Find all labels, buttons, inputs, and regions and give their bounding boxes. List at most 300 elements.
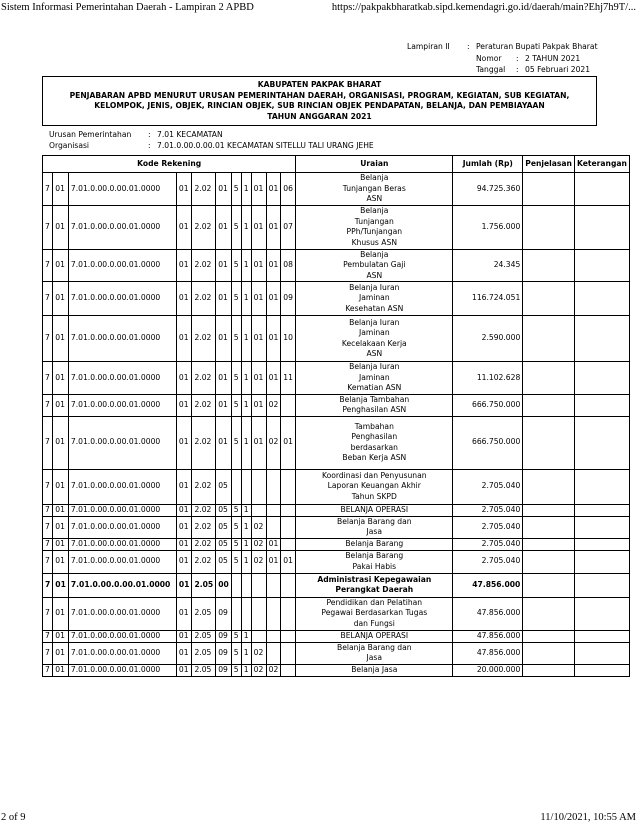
document-title-box bbox=[42, 76, 597, 126]
kode-segment-cell: 7.01.0.00.0.00.01.0000 bbox=[68, 205, 176, 249]
kode-segment-cell bbox=[241, 573, 251, 597]
kode-segment-cell: 7.01.0.00.0.00.01.0000 bbox=[68, 504, 176, 516]
keterangan-cell bbox=[574, 642, 629, 664]
table-row bbox=[43, 642, 630, 664]
kode-segment-cell bbox=[266, 597, 281, 630]
keterangan-cell bbox=[574, 538, 629, 550]
title-line-2: PENJABARAN APBD MENURUT URUSAN PEMERINTAHAN DAERAH, ORGANISASI, PROGRAM, KEGIATAN, SUB KEGIATAN, bbox=[69, 90, 570, 100]
kode-segment-cell: 7 bbox=[43, 504, 53, 516]
header-jumlah: Jumlah (Rp) bbox=[453, 156, 523, 173]
kode-segment-cell: 09 bbox=[216, 664, 232, 676]
header-penjelasan: Penjelasan bbox=[523, 156, 575, 173]
kode-segment-cell: 2.02 bbox=[192, 538, 216, 550]
kode-segment-cell: 5 bbox=[231, 205, 241, 249]
kode-segment-cell: 2.02 bbox=[192, 362, 216, 395]
kode-segment-cell: 01 bbox=[176, 504, 192, 516]
jumlah-cell: 20.000.000 bbox=[453, 664, 523, 676]
kode-segment-cell: 09 bbox=[216, 642, 232, 664]
tanggal-value: 05 Februari 2021 bbox=[525, 65, 591, 74]
kode-segment-cell: 7.01.0.00.0.00.01.0000 bbox=[68, 282, 176, 316]
kode-segment-cell: 7 bbox=[43, 550, 53, 573]
kode-segment-cell: 01 bbox=[53, 416, 69, 469]
kode-segment-cell: 7 bbox=[43, 538, 53, 550]
kode-segment-cell: 00 bbox=[216, 573, 232, 597]
penjelasan-cell bbox=[523, 642, 575, 664]
lampiran-label: Lampiran II bbox=[407, 42, 450, 51]
kode-segment-cell: 1 bbox=[241, 416, 251, 469]
print-page-url[interactable]: https://pakpakbharatkab.sipd.kemendagri.go.id/daerah/main?Ehj7h9T/... bbox=[331, 2, 636, 13]
penjelasan-cell bbox=[523, 316, 575, 362]
kode-segment-cell: 02 bbox=[266, 416, 281, 469]
kode-segment-cell: 1 bbox=[241, 642, 251, 664]
jumlah-cell: 666.750.000 bbox=[453, 416, 523, 469]
kode-segment-cell: 01 bbox=[176, 249, 192, 282]
kode-segment-cell: 05 bbox=[216, 538, 232, 550]
kode-segment-cell: 02 bbox=[251, 642, 266, 664]
kode-segment-cell: 1 bbox=[241, 664, 251, 676]
kode-segment-cell: 7.01.0.00.0.00.01.0000 bbox=[68, 316, 176, 362]
keterangan-cell bbox=[574, 573, 629, 597]
kode-segment-cell: 1 bbox=[241, 316, 251, 362]
kode-segment-cell: 01 bbox=[53, 362, 69, 395]
separator: : bbox=[516, 65, 519, 74]
peraturan-text: Peraturan Bupati Pakpak Bharat bbox=[476, 42, 598, 51]
kode-segment-cell bbox=[231, 597, 241, 630]
table-row bbox=[43, 205, 630, 249]
kode-segment-cell: 01 bbox=[53, 316, 69, 362]
jumlah-cell: 47.856.000 bbox=[453, 597, 523, 630]
kode-segment-cell: 7.01.0.00.0.00.01.0000 bbox=[68, 249, 176, 282]
kode-segment-cell: 1 bbox=[241, 630, 251, 642]
penjelasan-cell bbox=[523, 249, 575, 282]
penjelasan-cell bbox=[523, 664, 575, 676]
kode-segment-cell: 7.01.0.00.0.00.01.0000 bbox=[68, 664, 176, 676]
kode-segment-cell: 01 bbox=[53, 550, 69, 573]
jumlah-cell: 2.705.040 bbox=[453, 469, 523, 504]
keterangan-cell bbox=[574, 516, 629, 538]
kode-segment-cell: 7.01.0.00.0.00.01.0000 bbox=[68, 516, 176, 538]
kode-segment-cell: 5 bbox=[231, 394, 241, 416]
kode-segment-cell: 5 bbox=[231, 416, 241, 469]
kode-segment-cell: 5 bbox=[231, 316, 241, 362]
kode-segment-cell: 01 bbox=[176, 597, 192, 630]
kode-segment-cell: 01 bbox=[176, 516, 192, 538]
kode-segment-cell bbox=[281, 573, 296, 597]
kode-segment-cell bbox=[241, 597, 251, 630]
kode-segment-cell: 01 bbox=[281, 416, 296, 469]
keterangan-cell bbox=[574, 664, 629, 676]
jumlah-cell: 2.705.040 bbox=[453, 550, 523, 573]
kode-segment-cell bbox=[251, 630, 266, 642]
uraian-cell: Koordinasi dan Penyusunan Laporan Keuangan Akhir Tahun SKPD bbox=[296, 469, 453, 504]
keterangan-cell bbox=[574, 550, 629, 573]
nomor-label: Nomor bbox=[476, 53, 502, 63]
penjelasan-cell bbox=[523, 173, 575, 206]
kode-segment-cell bbox=[266, 642, 281, 664]
table-row bbox=[43, 416, 630, 469]
jumlah-cell: 2.590.000 bbox=[453, 316, 523, 362]
kode-segment-cell: 7 bbox=[43, 173, 53, 206]
apbd-table bbox=[42, 155, 630, 677]
print-datetime: 11/10/2021, 10:55 AM bbox=[540, 812, 636, 823]
penjelasan-cell bbox=[523, 469, 575, 504]
kode-segment-cell: 11 bbox=[281, 362, 296, 395]
kode-segment-cell: 01 bbox=[266, 362, 281, 395]
table-body bbox=[43, 173, 630, 677]
penjelasan-cell bbox=[523, 394, 575, 416]
kode-segment-cell bbox=[266, 573, 281, 597]
browser-print-footer bbox=[0, 810, 638, 826]
keterangan-cell bbox=[574, 630, 629, 642]
kode-segment-cell: 2.02 bbox=[192, 282, 216, 316]
kode-segment-cell bbox=[266, 516, 281, 538]
kode-segment-cell: 01 bbox=[216, 362, 232, 395]
kode-segment-cell: 7 bbox=[43, 416, 53, 469]
kode-segment-cell bbox=[281, 597, 296, 630]
jumlah-cell: 94.725.360 bbox=[453, 173, 523, 206]
table-row bbox=[43, 597, 630, 630]
kode-segment-cell: 01 bbox=[266, 249, 281, 282]
kode-segment-cell: 02 bbox=[266, 664, 281, 676]
keterangan-cell bbox=[574, 504, 629, 516]
kode-segment-cell: 01 bbox=[53, 516, 69, 538]
jumlah-cell: 47.856.000 bbox=[453, 573, 523, 597]
kode-segment-cell: 01 bbox=[251, 394, 266, 416]
table-row bbox=[43, 664, 630, 676]
uraian-cell: Administrasi Kepegawaian Perangkat Daerah bbox=[296, 573, 453, 597]
kode-segment-cell: 2.02 bbox=[192, 394, 216, 416]
kode-segment-cell: 1 bbox=[241, 282, 251, 316]
kode-segment-cell: 01 bbox=[176, 394, 192, 416]
kode-segment-cell: 01 bbox=[53, 664, 69, 676]
penjelasan-cell bbox=[523, 573, 575, 597]
kode-segment-cell: 01 bbox=[251, 316, 266, 362]
kode-segment-cell: 1 bbox=[241, 173, 251, 206]
kode-segment-cell: 01 bbox=[266, 205, 281, 249]
kode-segment-cell: 01 bbox=[53, 249, 69, 282]
kode-segment-cell: 01 bbox=[176, 664, 192, 676]
separator: : bbox=[467, 42, 470, 51]
kode-segment-cell: 5 bbox=[231, 538, 241, 550]
keterangan-cell bbox=[574, 469, 629, 504]
kode-segment-cell: 2.02 bbox=[192, 205, 216, 249]
kode-segment-cell: 5 bbox=[231, 249, 241, 282]
kode-segment-cell: 01 bbox=[176, 205, 192, 249]
kode-segment-cell: 01 bbox=[281, 550, 296, 573]
kode-segment-cell: 01 bbox=[216, 249, 232, 282]
kode-segment-cell: 7 bbox=[43, 516, 53, 538]
jumlah-cell: 11.102.628 bbox=[453, 362, 523, 395]
kode-segment-cell: 06 bbox=[281, 173, 296, 206]
kode-segment-cell: 5 bbox=[231, 642, 241, 664]
kode-segment-cell: 02 bbox=[251, 538, 266, 550]
kode-segment-cell: 2.02 bbox=[192, 504, 216, 516]
uraian-cell: Belanja Iuran Jaminan Kematian ASN bbox=[296, 362, 453, 395]
kode-segment-cell: 7.01.0.00.0.00.01.0000 bbox=[68, 642, 176, 664]
kode-segment-cell: 7 bbox=[43, 642, 53, 664]
uraian-cell: Belanja Barang Pakai Habis bbox=[296, 550, 453, 573]
kode-segment-cell: 7.01.0.00.0.00.01.0000 bbox=[68, 538, 176, 550]
uraian-cell: Pendidikan dan Pelatihan Pegawai Berdasarkan Tugas dan Fungsi bbox=[296, 597, 453, 630]
kode-segment-cell: 01 bbox=[53, 630, 69, 642]
title-line-1: KABUPATEN PAKPAK BHARAT bbox=[257, 80, 382, 89]
kode-segment-cell bbox=[281, 504, 296, 516]
kode-segment-cell: 01 bbox=[251, 416, 266, 469]
table-header-row bbox=[43, 156, 630, 173]
urusan-value: 7.01 KECAMATAN bbox=[157, 130, 223, 139]
uraian-cell: Belanja Tunjangan PPh/Tunjangan Khusus ASN bbox=[296, 205, 453, 249]
uraian-cell: BELANJA OPERASI bbox=[296, 504, 453, 516]
kode-segment-cell: 01 bbox=[53, 394, 69, 416]
kode-segment-cell bbox=[231, 573, 241, 597]
kode-segment-cell: 02 bbox=[266, 394, 281, 416]
kode-segment-cell: 05 bbox=[216, 550, 232, 573]
kode-segment-cell: 7 bbox=[43, 249, 53, 282]
penjelasan-cell bbox=[523, 516, 575, 538]
kode-segment-cell: 01 bbox=[216, 205, 232, 249]
penjelasan-cell bbox=[523, 362, 575, 395]
table-row bbox=[43, 550, 630, 573]
lampiran-info bbox=[407, 41, 598, 76]
table-row bbox=[43, 538, 630, 550]
kode-segment-cell: 5 bbox=[231, 173, 241, 206]
kode-segment-cell: 01 bbox=[176, 316, 192, 362]
kode-segment-cell: 1 bbox=[241, 362, 251, 395]
kode-segment-cell: 01 bbox=[251, 205, 266, 249]
table-row bbox=[43, 394, 630, 416]
header-keterangan: Keterangan bbox=[574, 156, 629, 173]
kode-segment-cell: 5 bbox=[231, 630, 241, 642]
organisasi-label: Organisasi bbox=[49, 141, 90, 150]
separator: : bbox=[148, 141, 151, 150]
kode-segment-cell: 01 bbox=[53, 504, 69, 516]
document-meta bbox=[49, 129, 374, 151]
table-row bbox=[43, 469, 630, 504]
uraian-cell: Tambahan Penghasilan berdasarkan Beban Kerja ASN bbox=[296, 416, 453, 469]
kode-segment-cell: 5 bbox=[231, 282, 241, 316]
kode-segment-cell: 01 bbox=[266, 173, 281, 206]
keterangan-cell bbox=[574, 362, 629, 395]
kode-segment-cell: 01 bbox=[216, 416, 232, 469]
uraian-cell: Belanja Tunjangan Beras ASN bbox=[296, 173, 453, 206]
kode-segment-cell: 2.02 bbox=[192, 249, 216, 282]
kode-segment-cell: 2.05 bbox=[192, 664, 216, 676]
kode-segment-cell: 2.02 bbox=[192, 516, 216, 538]
kode-segment-cell bbox=[251, 597, 266, 630]
kode-segment-cell: 01 bbox=[266, 316, 281, 362]
kode-segment-cell: 7.01.0.00.0.00.01.0000 bbox=[68, 362, 176, 395]
uraian-cell: BELANJA OPERASI bbox=[296, 630, 453, 642]
kode-segment-cell: 05 bbox=[216, 469, 232, 504]
kode-segment-cell: 01 bbox=[176, 173, 192, 206]
kode-segment-cell: 01 bbox=[53, 538, 69, 550]
kode-segment-cell: 2.02 bbox=[192, 416, 216, 469]
kode-segment-cell: 1 bbox=[241, 516, 251, 538]
kode-segment-cell: 09 bbox=[281, 282, 296, 316]
kode-segment-cell: 2.02 bbox=[192, 469, 216, 504]
uraian-cell: Belanja Jasa bbox=[296, 664, 453, 676]
print-page-number: 2 of 9 bbox=[1, 812, 26, 823]
penjelasan-cell bbox=[523, 416, 575, 469]
jumlah-cell: 116.724.051 bbox=[453, 282, 523, 316]
kode-segment-cell bbox=[266, 630, 281, 642]
kode-segment-cell: 01 bbox=[176, 469, 192, 504]
kode-segment-cell: 1 bbox=[241, 550, 251, 573]
kode-segment-cell bbox=[281, 469, 296, 504]
kode-segment-cell: 7 bbox=[43, 282, 53, 316]
table-row bbox=[43, 630, 630, 642]
kode-segment-cell: 7 bbox=[43, 664, 53, 676]
table-row bbox=[43, 362, 630, 395]
kode-segment-cell: 7.01.0.00.0.00.01.0000 bbox=[68, 416, 176, 469]
kode-segment-cell bbox=[281, 642, 296, 664]
kode-segment-cell: 7 bbox=[43, 597, 53, 630]
kode-segment-cell: 1 bbox=[241, 504, 251, 516]
kode-segment-cell: 01 bbox=[251, 173, 266, 206]
tanggal-label: Tanggal bbox=[476, 65, 506, 74]
kode-segment-cell: 09 bbox=[216, 597, 232, 630]
separator: : bbox=[148, 130, 151, 139]
kode-segment-cell: 5 bbox=[231, 516, 241, 538]
organisasi-value: 7.01.0.00.0.00.01 KECAMATAN SITELLU TALI URANG JEHE bbox=[157, 141, 374, 150]
kode-segment-cell: 01 bbox=[176, 642, 192, 664]
jumlah-cell: 2.705.040 bbox=[453, 516, 523, 538]
kode-segment-cell bbox=[281, 516, 296, 538]
kode-segment-cell: 01 bbox=[53, 597, 69, 630]
jumlah-cell: 666.750.000 bbox=[453, 394, 523, 416]
print-page-title: Sistem Informasi Pemerintahan Daerah - Lampiran 2 APBD bbox=[1, 2, 254, 13]
table-row bbox=[43, 316, 630, 362]
kode-segment-cell: 01 bbox=[53, 469, 69, 504]
keterangan-cell bbox=[574, 249, 629, 282]
kode-segment-cell: 7.01.0.00.0.00.01.0000 bbox=[68, 469, 176, 504]
kode-segment-cell: 2.05 bbox=[192, 642, 216, 664]
table-row bbox=[43, 573, 630, 597]
table-row bbox=[43, 282, 630, 316]
uraian-cell: Belanja Barang dan Jasa bbox=[296, 516, 453, 538]
kode-segment-cell: 1 bbox=[241, 205, 251, 249]
kode-segment-cell: 01 bbox=[53, 173, 69, 206]
keterangan-cell bbox=[574, 282, 629, 316]
kode-segment-cell: 7.01.0.00.0.00.01.0000 bbox=[68, 573, 176, 597]
kode-segment-cell: 09 bbox=[216, 630, 232, 642]
table-row bbox=[43, 516, 630, 538]
kode-segment-cell: 05 bbox=[216, 504, 232, 516]
table-row bbox=[43, 173, 630, 206]
kode-segment-cell bbox=[231, 469, 241, 504]
browser-print-header bbox=[0, 0, 638, 18]
kode-segment-cell: 01 bbox=[53, 282, 69, 316]
kode-segment-cell: 02 bbox=[251, 550, 266, 573]
kode-segment-cell: 01 bbox=[176, 550, 192, 573]
kode-segment-cell bbox=[251, 504, 266, 516]
jumlah-cell: 2.705.040 bbox=[453, 504, 523, 516]
uraian-cell: Belanja Iuran Jaminan Kecelakaan Kerja ASN bbox=[296, 316, 453, 362]
uraian-cell: Belanja Barang bbox=[296, 538, 453, 550]
kode-segment-cell: 2.05 bbox=[192, 597, 216, 630]
kode-segment-cell: 01 bbox=[53, 642, 69, 664]
kode-segment-cell bbox=[241, 469, 251, 504]
kode-segment-cell: 7 bbox=[43, 394, 53, 416]
penjelasan-cell bbox=[523, 630, 575, 642]
kode-segment-cell: 7 bbox=[43, 205, 53, 249]
penjelasan-cell bbox=[523, 282, 575, 316]
penjelasan-cell bbox=[523, 538, 575, 550]
table-row bbox=[43, 504, 630, 516]
kode-segment-cell: 01 bbox=[266, 550, 281, 573]
kode-segment-cell: 2.02 bbox=[192, 550, 216, 573]
kode-segment-cell: 1 bbox=[241, 394, 251, 416]
header-kode-rekening: Kode Rekening bbox=[43, 156, 296, 173]
keterangan-cell bbox=[574, 394, 629, 416]
nomor-value: 2 TAHUN 2021 bbox=[525, 53, 581, 63]
kode-segment-cell: 05 bbox=[216, 516, 232, 538]
kode-segment-cell: 7.01.0.00.0.00.01.0000 bbox=[68, 173, 176, 206]
kode-segment-cell: 2.02 bbox=[192, 173, 216, 206]
kode-segment-cell: 01 bbox=[251, 282, 266, 316]
kode-segment-cell bbox=[281, 394, 296, 416]
kode-segment-cell bbox=[266, 469, 281, 504]
kode-segment-cell bbox=[281, 664, 296, 676]
kode-segment-cell bbox=[251, 573, 266, 597]
kode-segment-cell: 01 bbox=[266, 538, 281, 550]
jumlah-cell: 1.756.000 bbox=[453, 205, 523, 249]
kode-segment-cell: 2.05 bbox=[192, 573, 216, 597]
kode-segment-cell: 01 bbox=[53, 205, 69, 249]
penjelasan-cell bbox=[523, 550, 575, 573]
urusan-label: Urusan Pemerintahan bbox=[49, 130, 132, 139]
kode-segment-cell: 7 bbox=[43, 469, 53, 504]
kode-segment-cell: 2.05 bbox=[192, 630, 216, 642]
kode-segment-cell: 2.02 bbox=[192, 316, 216, 362]
kode-segment-cell: 01 bbox=[176, 416, 192, 469]
kode-segment-cell: 5 bbox=[231, 664, 241, 676]
kode-segment-cell: 01 bbox=[216, 316, 232, 362]
table-row bbox=[43, 249, 630, 282]
keterangan-cell bbox=[574, 173, 629, 206]
kode-segment-cell: 01 bbox=[251, 249, 266, 282]
kode-segment-cell: 7 bbox=[43, 630, 53, 642]
kode-segment-cell: 01 bbox=[266, 282, 281, 316]
kode-segment-cell bbox=[251, 469, 266, 504]
jumlah-cell: 47.856.000 bbox=[453, 642, 523, 664]
kode-segment-cell: 7 bbox=[43, 362, 53, 395]
uraian-cell: Belanja Pembulatan Gaji ASN bbox=[296, 249, 453, 282]
kode-segment-cell: 7.01.0.00.0.00.01.0000 bbox=[68, 394, 176, 416]
kode-segment-cell: 7 bbox=[43, 316, 53, 362]
kode-segment-cell: 1 bbox=[241, 249, 251, 282]
kode-segment-cell bbox=[281, 630, 296, 642]
uraian-cell: Belanja Barang dan Jasa bbox=[296, 642, 453, 664]
kode-segment-cell: 7.01.0.00.0.00.01.0000 bbox=[68, 597, 176, 630]
keterangan-cell bbox=[574, 205, 629, 249]
jumlah-cell: 24.345 bbox=[453, 249, 523, 282]
kode-segment-cell: 01 bbox=[251, 362, 266, 395]
title-line-4: TAHUN ANGGARAN 2021 bbox=[267, 111, 372, 121]
penjelasan-cell bbox=[523, 597, 575, 630]
keterangan-cell bbox=[574, 416, 629, 469]
kode-segment-cell: 01 bbox=[176, 573, 192, 597]
kode-segment-cell: 1 bbox=[241, 538, 251, 550]
kode-segment-cell: 01 bbox=[53, 573, 69, 597]
kode-segment-cell: 5 bbox=[231, 362, 241, 395]
title-line-3: KELOMPOK, JENIS, OBJEK, RINCIAN OBJEK, SUB RINCIAN OBJEK PENDAPATAN, BELANJA, DAN PEMBIAYAAN bbox=[94, 101, 545, 110]
jumlah-cell: 47.856.000 bbox=[453, 630, 523, 642]
kode-segment-cell: 02 bbox=[251, 516, 266, 538]
uraian-cell: Belanja Tambahan Penghasilan ASN bbox=[296, 394, 453, 416]
kode-segment-cell: 07 bbox=[281, 205, 296, 249]
kode-segment-cell: 7 bbox=[43, 573, 53, 597]
